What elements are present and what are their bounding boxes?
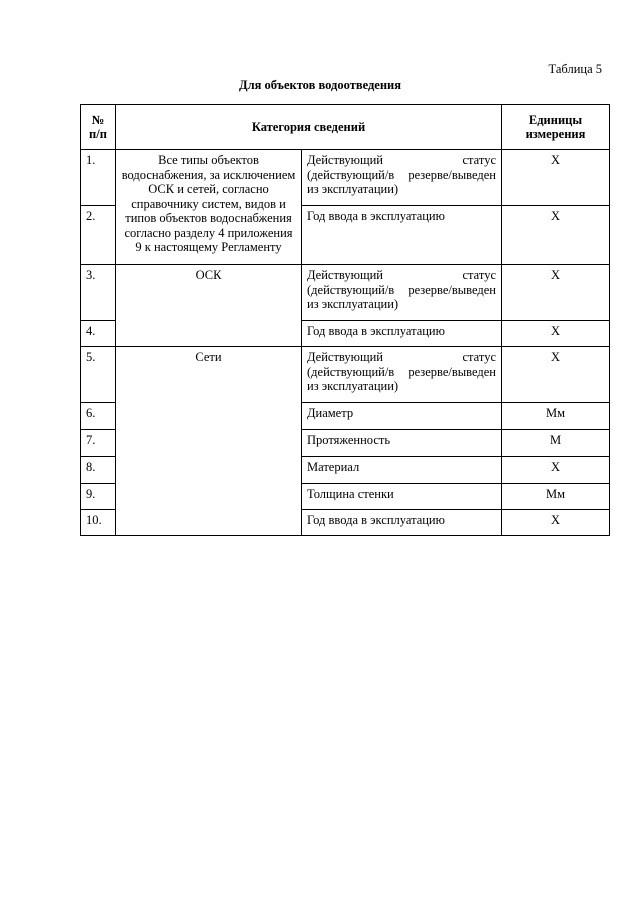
row-number: 6.: [81, 403, 116, 430]
header-num: № п/п: [81, 105, 116, 150]
unit-cell: М: [502, 430, 610, 457]
row-number: 9.: [81, 484, 116, 510]
row-number: 3.: [81, 265, 116, 321]
unit-cell: Мм: [502, 403, 610, 430]
info-cell: Год ввода в эксплуатацию: [302, 206, 502, 265]
header-category: Категория сведений: [116, 105, 502, 150]
data-table: [80, 104, 610, 536]
info-cell: Действующий статус (действующий/в резерве/выведен из эксплуатации): [302, 265, 502, 321]
table-row: [81, 150, 610, 206]
info-cell: Год ввода в эксплуатацию: [302, 510, 502, 536]
row-number: 8.: [81, 457, 116, 484]
unit-cell: Х: [502, 510, 610, 536]
unit-cell: Х: [502, 265, 610, 321]
group-cell-all-types: Все типы объектов водоснабжения, за исключением ОСК и сетей, согласно справочнику систем, видов и типов объектов водоснабжения согласно разделу 4 приложения 9 к настоящему Регламенту: [116, 150, 302, 265]
info-cell: Действующий статус (действующий/в резерве/выведен из эксплуатации): [302, 347, 502, 403]
unit-cell: Х: [502, 206, 610, 265]
info-cell: Материал: [302, 457, 502, 484]
group-cell-osk: ОСК: [116, 265, 302, 347]
unit-cell: Х: [502, 457, 610, 484]
row-number: 5.: [81, 347, 116, 403]
info-cell: Диаметр: [302, 403, 502, 430]
group-cell-networks: Сети: [116, 347, 302, 536]
info-cell: Протяженность: [302, 430, 502, 457]
row-number: 7.: [81, 430, 116, 457]
unit-cell: Х: [502, 321, 610, 347]
row-number: 1.: [81, 150, 116, 206]
info-cell: Действующий статус (действующий/в резерве/выведен из эксплуатации): [302, 150, 502, 206]
info-cell: Толщина стенки: [302, 484, 502, 510]
info-cell: Год ввода в эксплуатацию: [302, 321, 502, 347]
header-units: Единицы измерения: [502, 105, 610, 150]
table-number: Таблица 5: [548, 62, 602, 76]
row-number: 2.: [81, 206, 116, 265]
table-row: [81, 347, 610, 403]
table-title: Для объектов водоотведения: [238, 78, 402, 92]
unit-cell: Мм: [502, 484, 610, 510]
row-number: 10.: [81, 510, 116, 536]
header-row: [81, 105, 610, 150]
unit-cell: Х: [502, 150, 610, 206]
unit-cell: Х: [502, 347, 610, 403]
table-row: [81, 265, 610, 321]
row-number: 4.: [81, 321, 116, 347]
